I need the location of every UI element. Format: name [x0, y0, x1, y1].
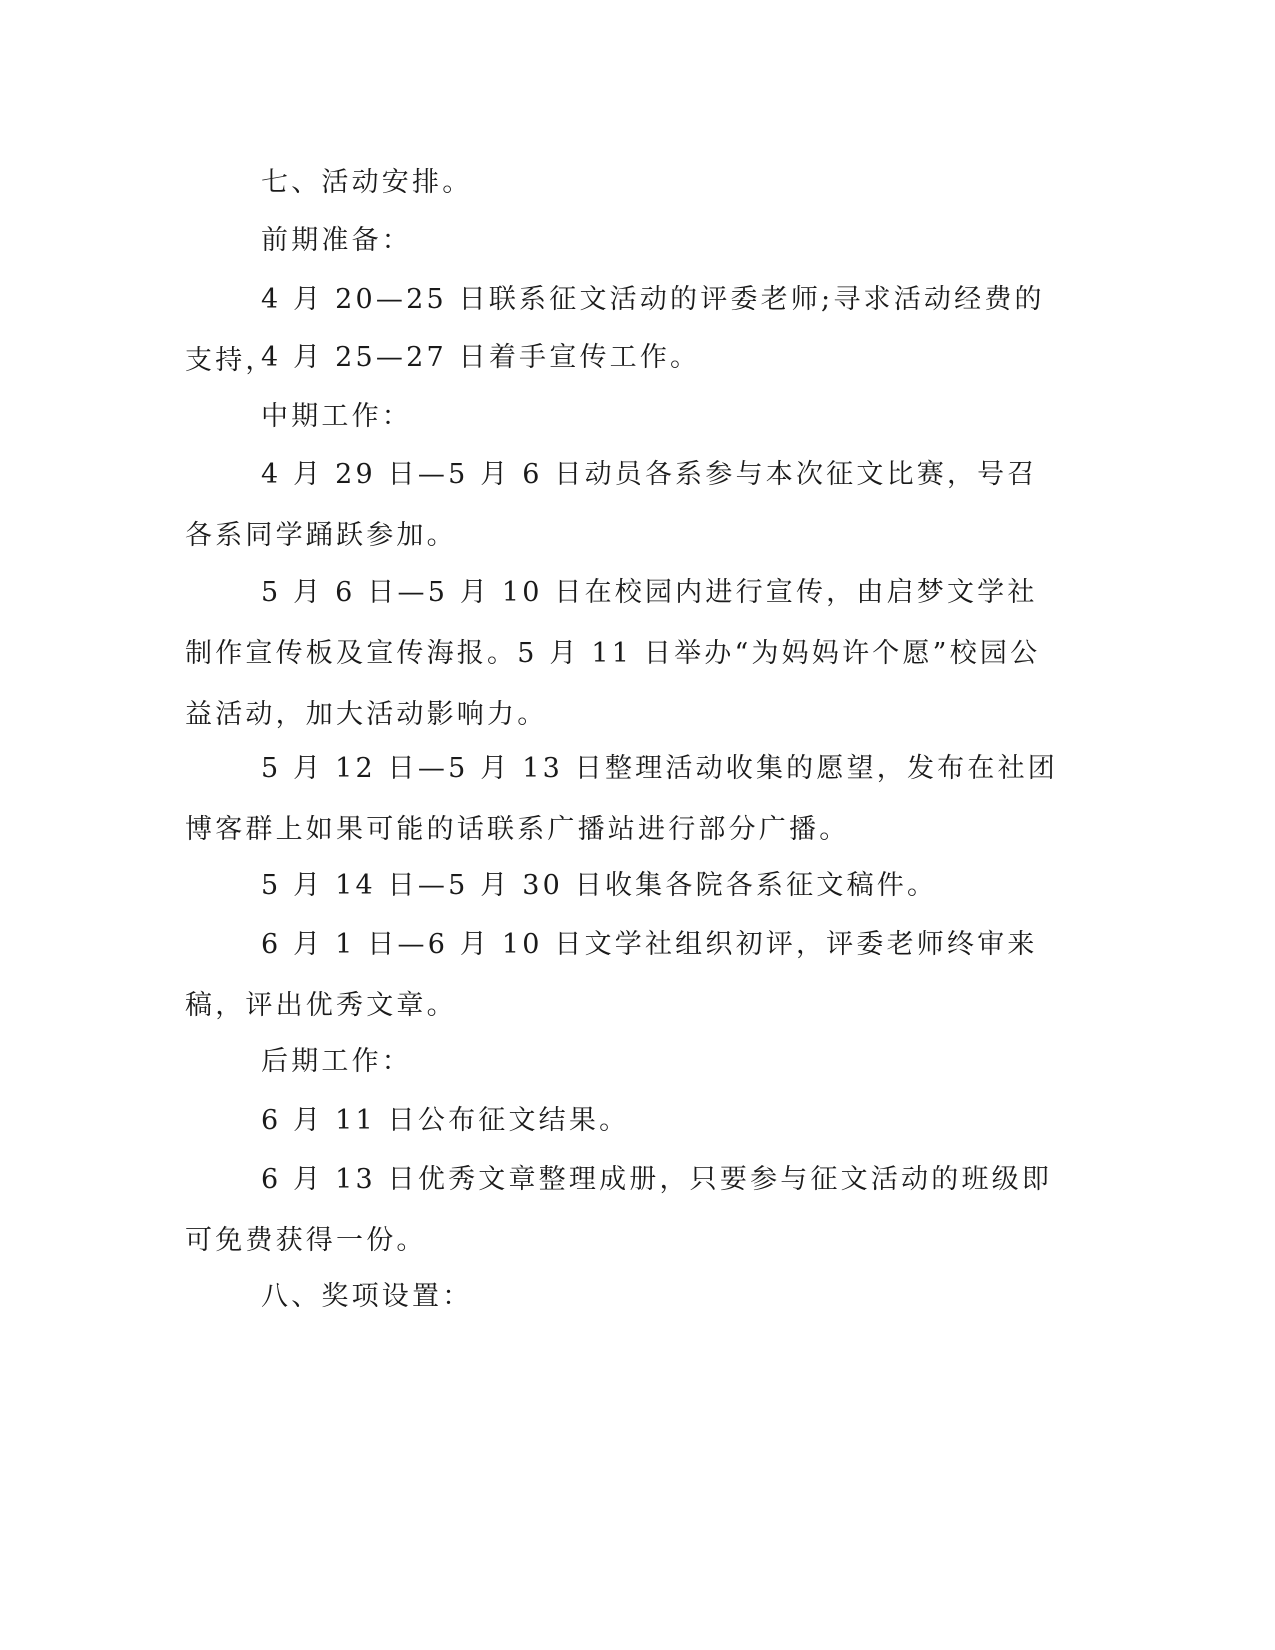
paragraph-mobilize: 4 月 29 日—5 月 6 日动员各系参与本次征文比赛，号召各系同学踊跃参加。	[185, 459, 1038, 551]
paragraph-judging: 6 月 1 日—6 月 10 日文学社组织初评，评委老师终审来稿，评出优秀文章。	[185, 929, 1038, 1021]
paragraph-prep-contact: 4 月 20—25 日联系征文活动的评委老师;寻求活动经费的支持，	[185, 284, 1045, 376]
paragraph-organize-wishes: 5 月 12 日—5 月 13 日整理活动收集的愿望，发布在社团博客群上如果可能的话联系广播站进行部分广播。	[185, 753, 1058, 845]
paragraph-collect-submissions: 5 月 14 日—5 月 30 日收集各院各系征文稿件。	[261, 870, 938, 901]
paragraph-campus-promotion: 5 月 6 日—5 月 10 日在校园内进行宣传，由启梦文学社制作宣传板及宣传海报。5 月 11 日举办“为妈妈许个愿”校园公益活动，加大活动影响力。	[185, 577, 1041, 730]
subheading-final-stage: 后期工作：	[261, 1046, 412, 1077]
paragraph-announce-results: 6 月 11 日公布征文结果。	[261, 1105, 630, 1136]
subheading-midterm: 中期工作：	[261, 401, 412, 432]
heading-activity-schedule: 七、活动安排。	[261, 167, 473, 198]
paragraph-prep-publicity: 4 月 25—27 日着手宣传工作。	[261, 342, 701, 373]
heading-awards: 八、奖项设置：	[261, 1281, 473, 1312]
paragraph-compile-booklet: 6 月 13 日优秀文章整理成册，只要参与征文活动的班级即可免费获得一份。	[185, 1164, 1053, 1256]
subheading-preparation: 前期准备：	[261, 225, 412, 256]
